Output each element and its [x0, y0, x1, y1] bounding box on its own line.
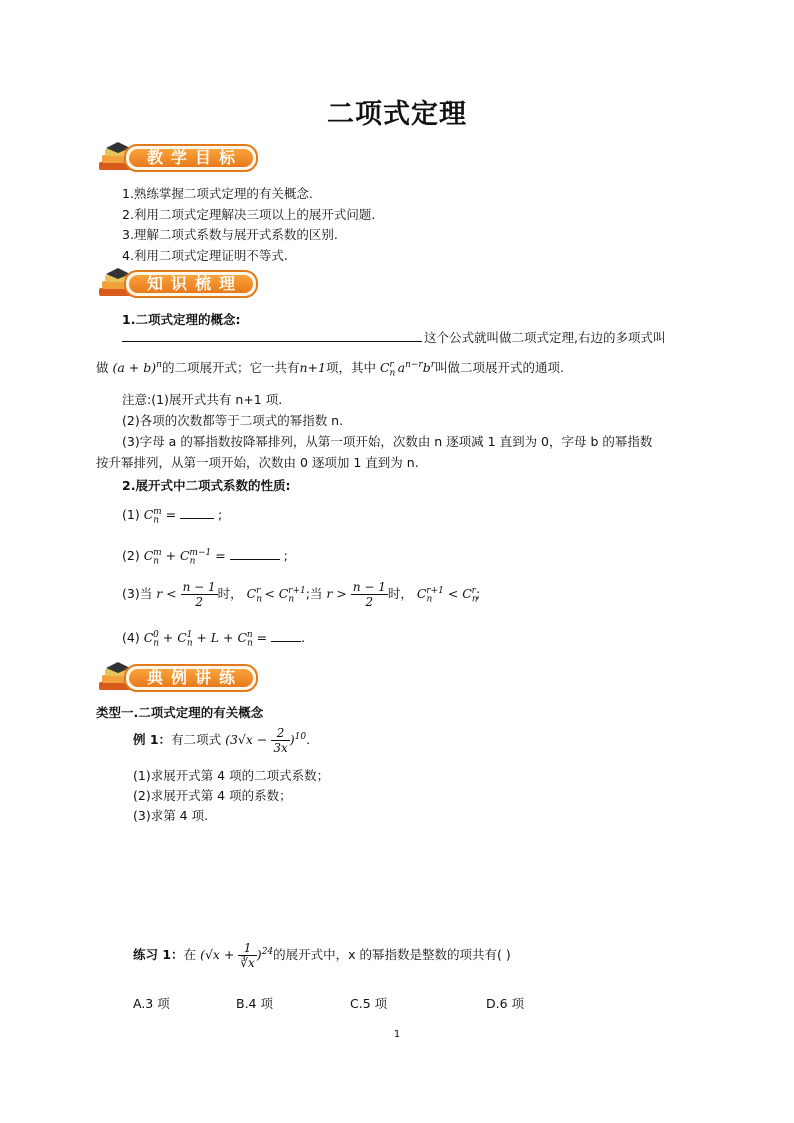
- section-title: 知识梳理: [146, 274, 243, 293]
- practice-1: 练习 1：在 (√x + $\frac{1}{∛x}$ )$^{24}$的展开式中，x 的幂指数是整数的项共有( ): [133, 941, 511, 970]
- property-4: (4) $C_n^0 + C_n^1 + L + C_n^n$ = .: [122, 629, 306, 649]
- section-banner-examples: [96, 660, 262, 694]
- knowledge-heading-1: 1.二项式定理的概念:: [122, 312, 241, 327]
- page-title: 二项式定理: [327, 99, 467, 130]
- type-heading: 类型一.二项式定理的有关概念: [96, 705, 264, 720]
- note-2: (2)各项的次数都等于二项式的幂指数 n.: [122, 413, 344, 428]
- goal-1: 1.熟练掌握二项式定理的有关概念.: [122, 186, 313, 201]
- goal-2: 2.利用二项式定理解决三项以上的展开式问题.: [122, 207, 376, 222]
- goal-4: 4.利用二项式定理证明不等式.: [122, 248, 288, 263]
- example-item-2: (2)求展开式第 4 项的系数；: [133, 788, 292, 803]
- page-number: 1: [393, 1029, 401, 1040]
- note-3: (3)字母 a 的幂指数按降幂排列，从第一项开始，次数由 n 逐项减 1 直到为 0，字母 b 的幂指数: [122, 434, 653, 449]
- property-2: (2) $C_n^m + C_n^{m-1}$ = ;: [122, 547, 288, 567]
- example-item-1: (1)求展开式第 4 项的二项式系数；: [133, 768, 330, 783]
- knowledge-heading-2: 2.展开式中二项式系数的性质:: [122, 478, 291, 493]
- note-3-cont: 按升幂排列，从第一项开始，次数由 0 逐项加 1 直到为 n.: [96, 455, 419, 470]
- formula-blank-line: [122, 327, 422, 345]
- goal-3: 3.理解二项式系数与展开式系数的区别.: [122, 227, 338, 242]
- example-item-3: (3)求第 4 项.: [133, 808, 209, 823]
- property-3: (3)当 r < $\frac{n - 1}{2}$ 时， $C_n^r < C_n^{r+1}$;当 r > $\frac{n - 1}{2}$ 时， $C_n^{r+1} < C_n^r$;: [122, 580, 481, 609]
- section-title: 教学目标: [146, 148, 243, 167]
- choice-a: A.3 项: [133, 996, 170, 1011]
- section-banner-knowledge: [96, 266, 262, 300]
- theorem-text-1: 这个公式就叫做二项式定理,右边的多项式叫: [424, 330, 666, 345]
- example-1: 例 1：有二项式 (3√x − $\frac{2}{3x}$ )$^{10}$.: [133, 726, 311, 755]
- choice-b: B.4 项: [236, 996, 273, 1011]
- property-1: (1) $C_n^m$ = ;: [122, 506, 223, 526]
- section-banner-goals: [96, 140, 262, 174]
- theorem-text-2: 做 $(a + b)^n$的二项展开式；它一共有n+1项，其中 $C_n^r$ $a^{n-r}b^r$叫做二项展开式的通项.: [96, 359, 565, 379]
- choice-c: C.5 项: [350, 996, 388, 1011]
- note-1: 注意:(1)展开式共有 n+1 项.: [122, 392, 283, 407]
- choice-d: D.6 项: [486, 996, 525, 1011]
- section-title: 典例讲练: [146, 668, 243, 687]
